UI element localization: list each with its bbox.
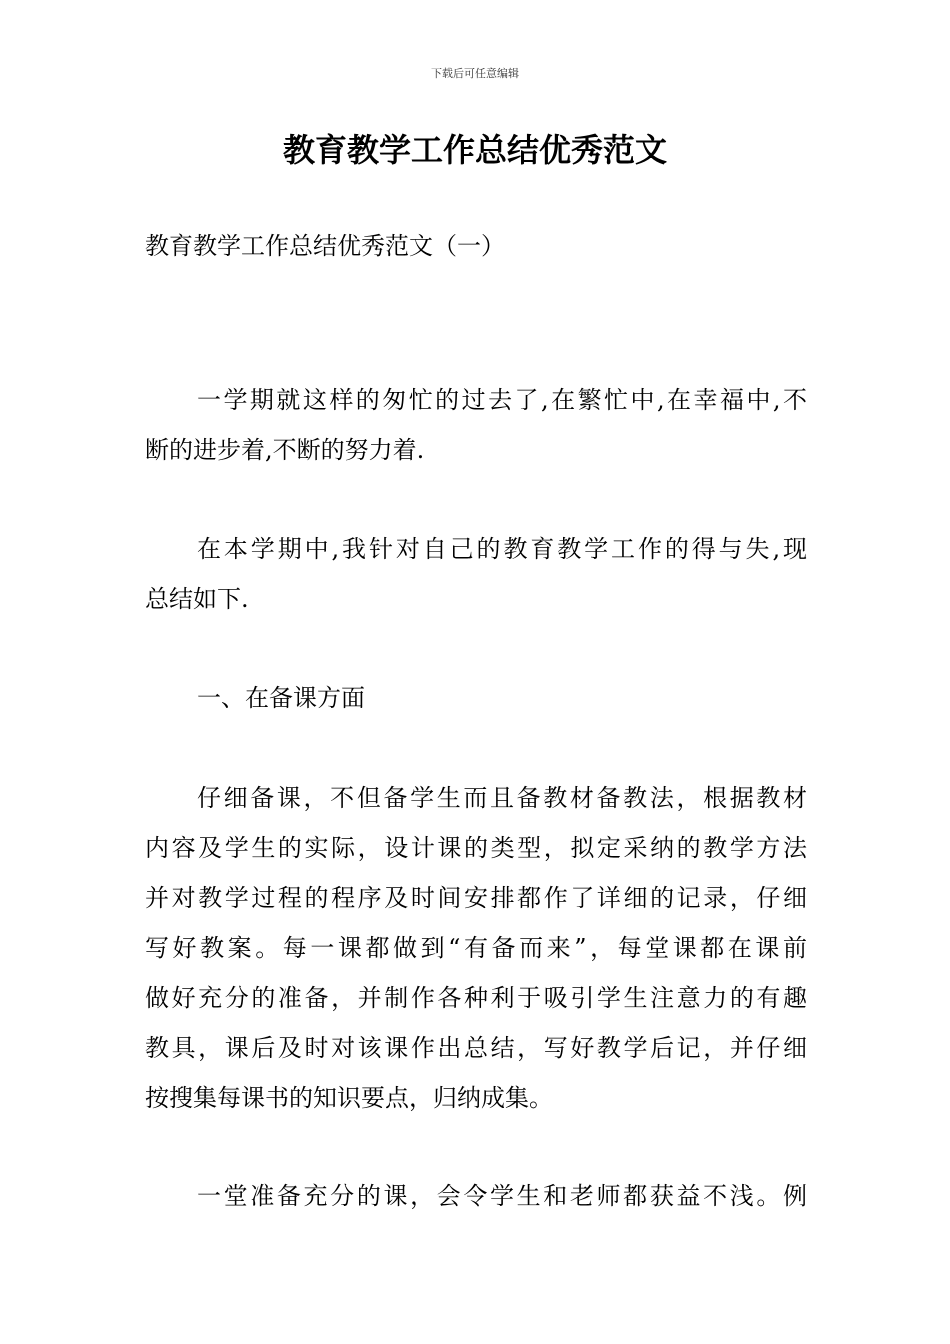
paragraph-line: 做好充分的准备，并制作各种利于吸引学生注意力的有趣	[145, 984, 807, 1012]
paragraph-line: 教具，课后及时对该课作出总结，写好教学后记，并仔细	[145, 1034, 807, 1062]
header-note: 下载后可任意编辑	[431, 67, 519, 80]
paragraph-line: 按搜集每课书的知识要点，归纳成集。	[145, 1084, 553, 1112]
heading-line: 一、在备课方面	[197, 684, 365, 712]
document-title: 教育教学工作总结优秀范文	[282, 131, 667, 169]
section-heading	[145, 673, 807, 723]
paragraph-2	[145, 524, 807, 624]
paragraph-line: 仔细备课，不但备学生而且备教材备教法，根据教材	[197, 784, 807, 812]
paragraph-line: 内容及学生的实际，设计课的类型，拟定采纳的教学方法	[145, 834, 807, 862]
section-subtitle	[145, 221, 807, 271]
paragraph-line: 断的进步着,不断的努力着.	[145, 436, 425, 464]
paragraph-4	[145, 1171, 807, 1221]
paragraph-line: 一学期就这样的匆忙的过去了,在繁忙中,在幸福中,不	[197, 386, 807, 414]
paragraph-line: 在本学期中,我针对自己的教育教学工作的得与失,现	[197, 535, 807, 563]
paragraph-1	[145, 375, 807, 475]
paragraph-line: 并对教学过程的程序及时间安排都作了详细的记录，仔细	[145, 884, 807, 912]
paragraph-line: 一堂准备充分的课，会令学生和老师都获益不浅。例	[197, 1182, 807, 1210]
subtitle-line: 教育教学工作总结优秀范文（一）	[145, 232, 505, 260]
paragraph-line: 总结如下.	[145, 585, 249, 613]
paragraph-3	[145, 773, 807, 1123]
paragraph-line: 写好教案。每一课都做到“有备而来”，每堂课都在课前	[145, 934, 807, 962]
